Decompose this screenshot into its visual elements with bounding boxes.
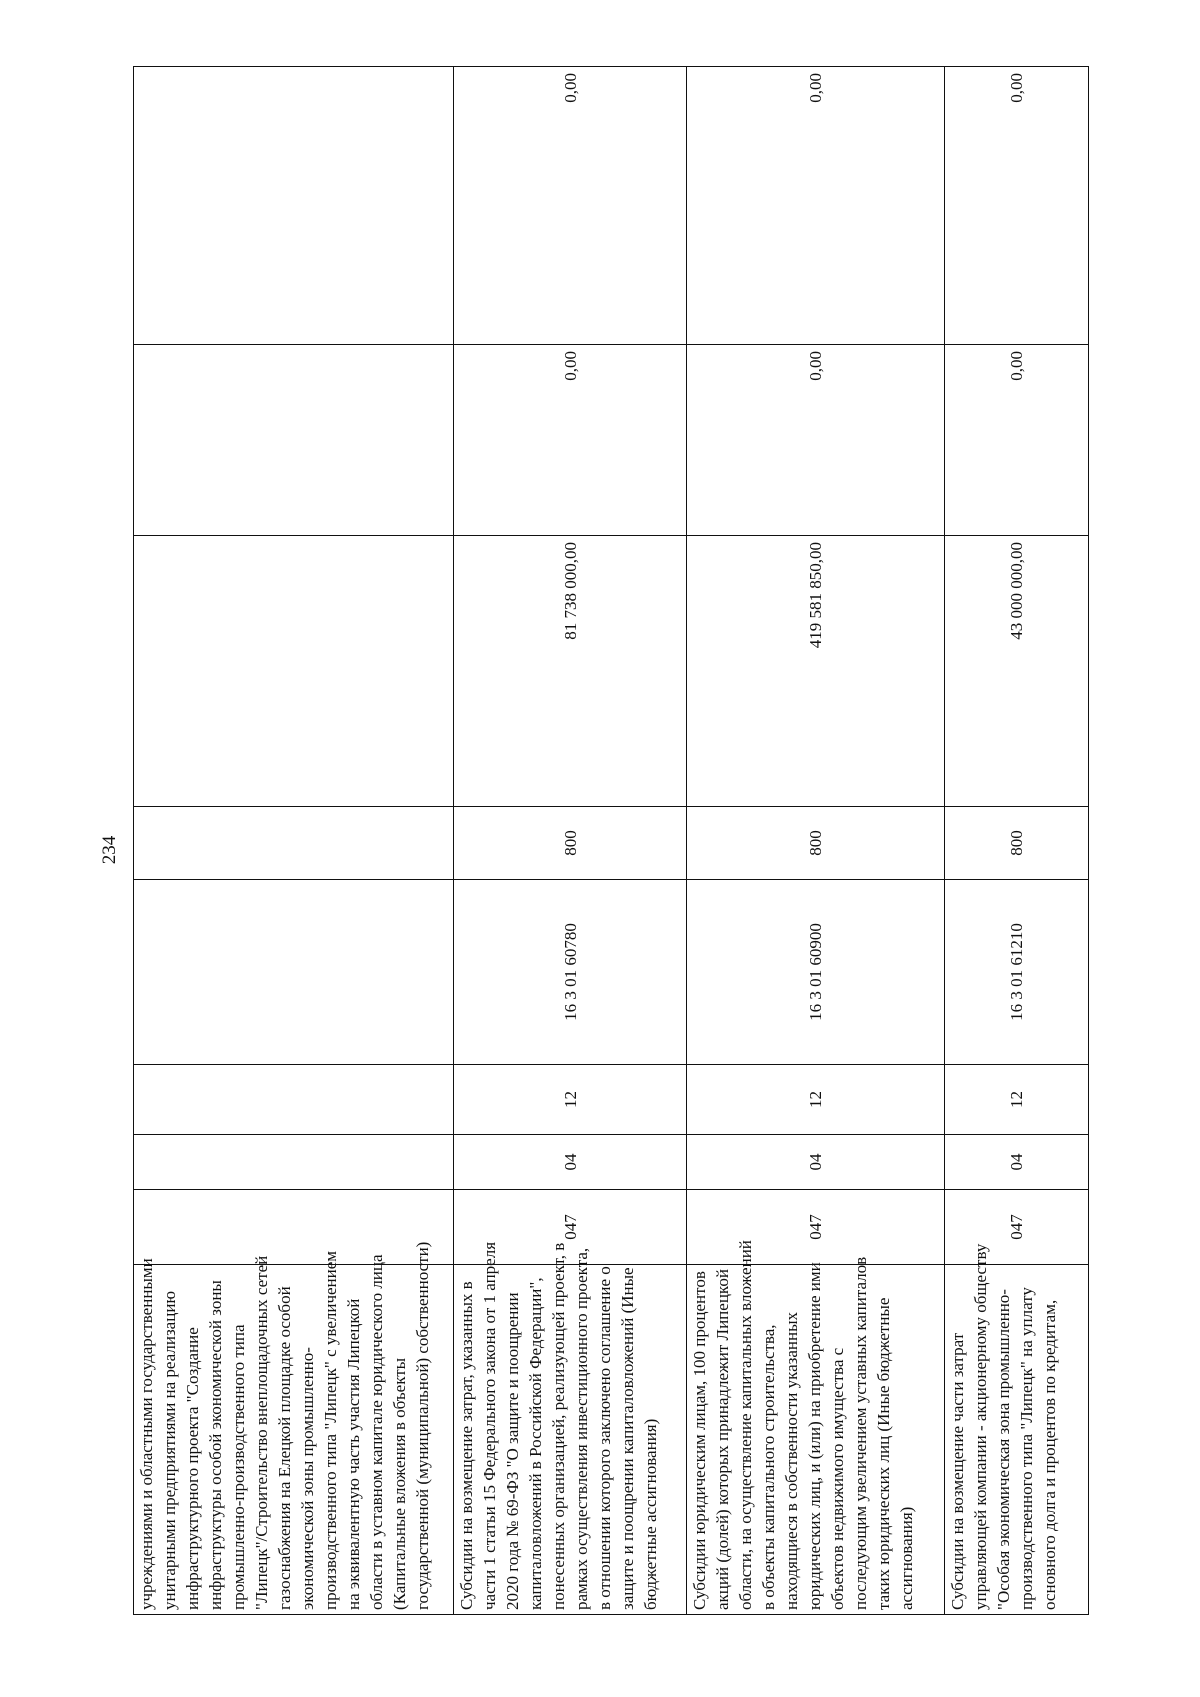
description-line: Субсидии юридическим лицам, 100 процентов [690,1271,709,1610]
amount-year-1-cell: 81 738 000,00 [454,536,687,807]
description-line: капиталовложений в Российской Федерации", [526,1277,545,1610]
description-line: в отношении которого заключено соглашение о [595,1266,614,1610]
description-line: производственного типа "Липецк" на уплату [1017,1287,1036,1610]
amount-year-2-cell: 0,00 [945,345,1089,536]
expense-type-cell: 800 [945,807,1089,880]
description-line: в объекты капитального строительства, [759,1324,778,1610]
page-number: 234 [99,835,120,865]
amount-year-2-cell [134,345,454,536]
description-line: "Липецк"/Строительство внеплощадочных сетей [252,1255,271,1610]
amount-year-2-cell: 0,00 [454,345,687,536]
description-line: последующим увеличением уставных капиталов [851,1256,870,1610]
description-line: Субсидии на возмещение части затрат [948,1332,967,1610]
subsection-cell [134,1065,454,1135]
expense-type-cell: 800 [687,807,945,880]
admin-code-cell: 047 [945,1190,1089,1265]
description-line: таких юридических лиц (Иные бюджетные [874,1297,893,1610]
description-line: акций (долей) которых принадлежит Липецкой [713,1269,732,1610]
description-line: находящиеся в собственности указанных [782,1311,801,1610]
budget-table [133,66,1089,1615]
description-line: управляющей компании - акционерному обществу [971,1243,990,1610]
row-description [687,1240,945,1615]
amount-year-3-cell: 0,00 [945,67,1089,345]
amount-year-1-cell [134,536,454,807]
amount-year-2-cell: 0,00 [687,345,945,536]
table-row [687,67,945,1615]
budget-table-rotated [133,67,1088,1615]
description-line: "Особая экономическая зона промышленно- [994,1289,1013,1610]
description-line: инфраструктурного проекта "Создание [183,1327,202,1610]
description-line: промышленно-производственного типа [229,1324,248,1610]
description-line: основного долга и процентов по кредитам, [1040,1299,1059,1610]
section-cell: 04 [454,1135,687,1190]
description-line: области, на осуществление капитальных вложений [736,1240,755,1610]
target-article-cell: 16 3 01 61210 [945,880,1089,1065]
table-row [134,67,454,1615]
description-line: ассигнования) [897,1506,916,1610]
admin-code-cell: 047 [454,1190,687,1265]
table-row [945,67,1089,1615]
subsection-cell: 12 [454,1065,687,1135]
row-description [945,1243,1089,1615]
amount-year-3-cell: 0,00 [454,67,687,345]
description-line: инфраструктуры особой экономической зоны [206,1280,225,1610]
description-line: юридических лиц, и (или) на приобретение ими [805,1262,824,1610]
description-line: области в уставном капитале юридического лица [367,1254,386,1610]
subsection-cell: 12 [945,1065,1089,1135]
target-article-cell [134,880,454,1065]
description-line: 2020 года № 69-ФЗ "О защите и поощрении [503,1292,522,1610]
description-line: газоснабжения на Елецкой площадке особой [275,1286,294,1610]
description-line: государственной (муниципальной) собственности) [413,1241,432,1610]
row-description [454,1241,687,1615]
description-line: Субсидии на возмещение затрат, указанных в [457,1281,476,1610]
description-line: понесенных организацией, реализующей проект, в [549,1242,568,1610]
expense-type-cell: 800 [454,807,687,880]
section-cell [134,1135,454,1190]
description-line: части 1 статьи 15 Федерального закона от 1 апреля [480,1241,499,1610]
admin-code-cell: 047 [687,1190,945,1265]
amount-year-1-cell: 419 581 850,00 [687,536,945,807]
amount-year-3-cell [134,67,454,345]
description-line: защите и поощрении капиталовложений (Иные [618,1267,637,1610]
target-article-cell: 16 3 01 60780 [454,880,687,1065]
description-line: учреждениями и областными государственными [137,1258,156,1610]
description-line: (Капитальные вложения в объекты [390,1357,409,1610]
row-description [134,1241,454,1615]
target-article-cell: 16 3 01 60900 [687,880,945,1065]
admin-code-cell [134,1190,454,1265]
description-line: унитарными предприятиями на реализацию [160,1290,179,1610]
section-cell: 04 [945,1135,1089,1190]
expense-type-cell [134,807,454,880]
amount-year-1-cell: 43 000 000,00 [945,536,1089,807]
table-row [454,67,687,1615]
description-line: бюджетные ассигнования) [641,1418,660,1610]
description-line: производственного типа "Липецк" с увеличением [321,1250,340,1610]
amount-year-3-cell: 0,00 [687,67,945,345]
section-cell: 04 [687,1135,945,1190]
description-line: рамках осуществления инвестиционного проекта, [572,1247,591,1610]
description-line: на эквивалентную часть участия Липецкой [344,1298,363,1610]
description-line: экономической зоны промышленно- [298,1347,317,1610]
description-line: объектов недвижимого имущества с [828,1347,847,1610]
subsection-cell: 12 [687,1065,945,1135]
